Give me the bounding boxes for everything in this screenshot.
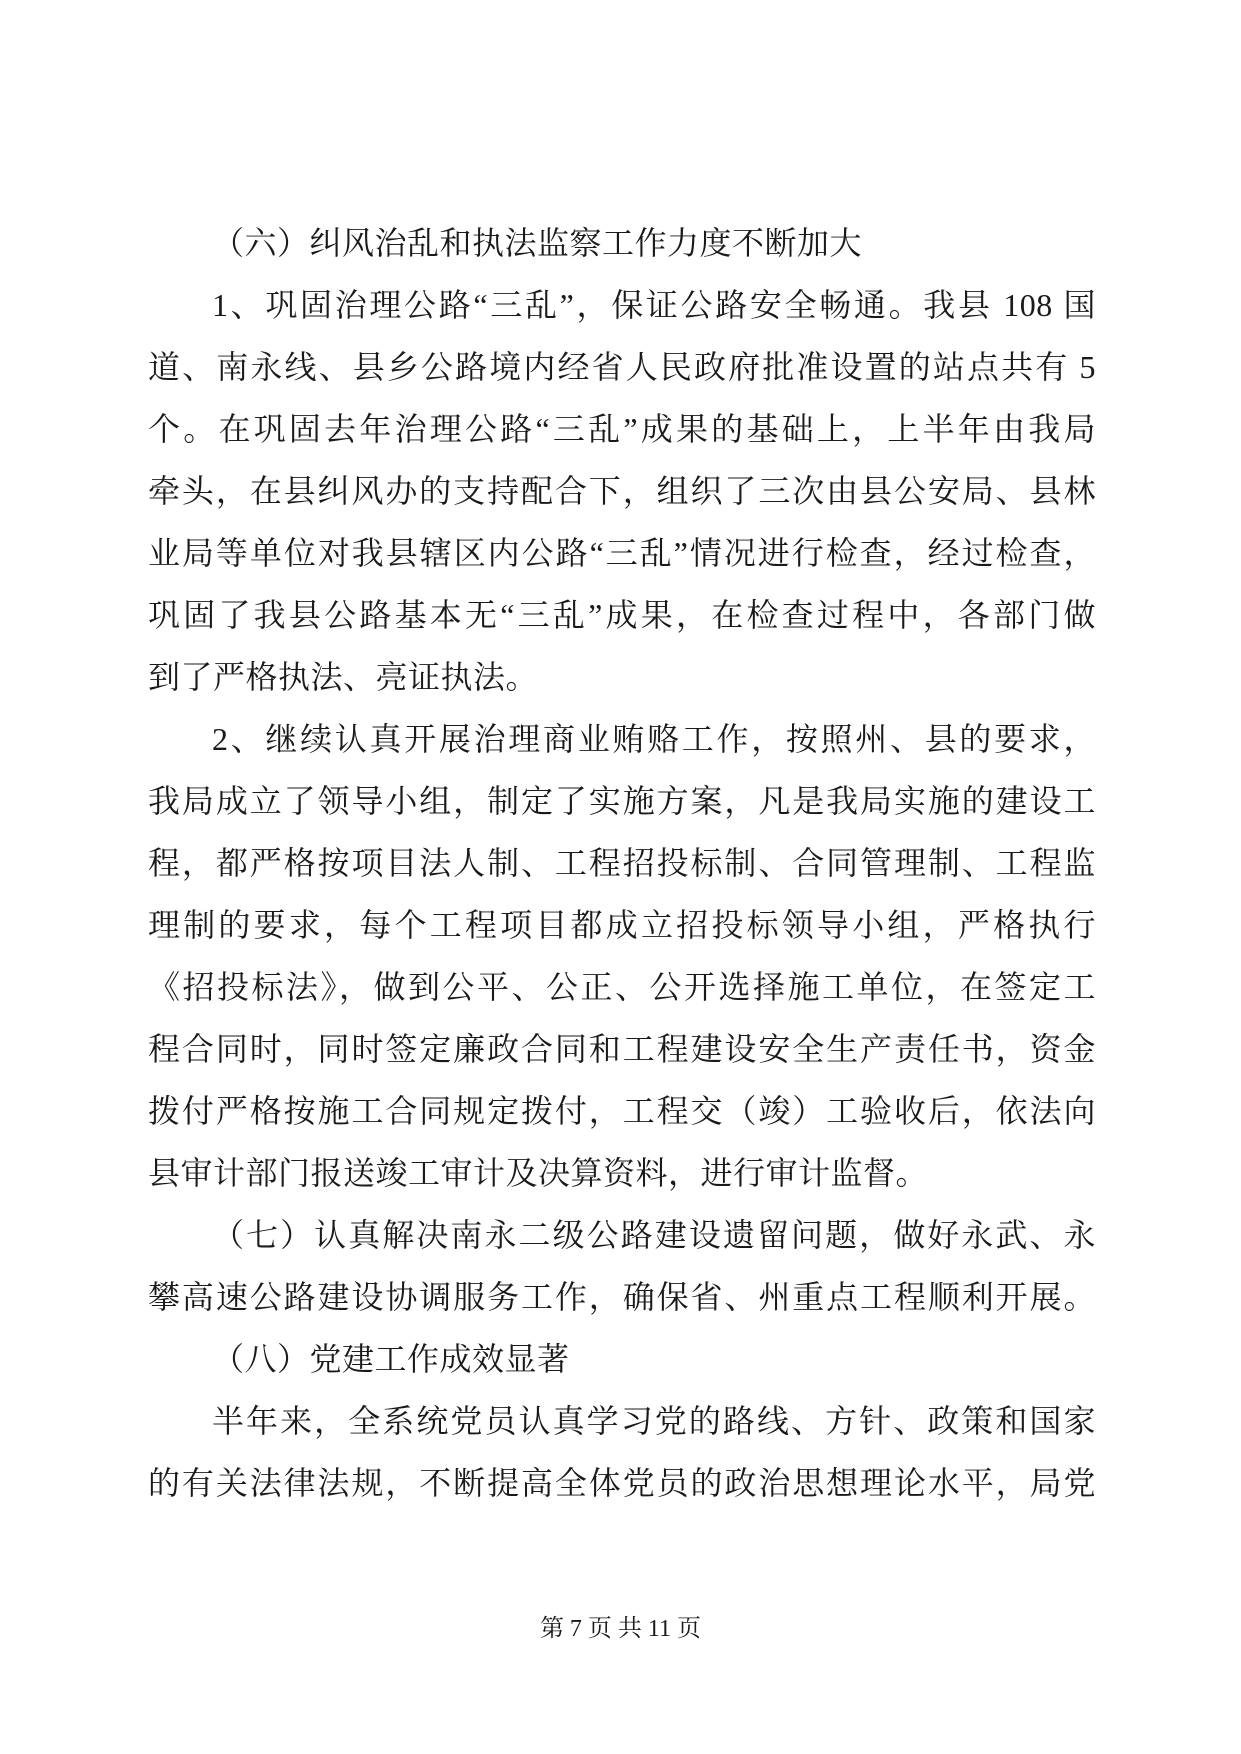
- text-line: 的有关法律法规，不断提高全体党员的政治思想理论水平，局党: [148, 1465, 1096, 1501]
- text-line: 个。在巩固去年治理公路“三乱”成果的基础上，上半年由我局: [148, 411, 1096, 447]
- text-line: 我局成立了领导小组，制定了实施方案，凡是我局实施的建设工: [148, 783, 1096, 819]
- page-footer: 第 7 页 共 11 页: [539, 1616, 702, 1642]
- text-line: 拨付严格按施工合同规定拨付，工程交（竣）工验收后，依法向: [148, 1093, 1096, 1129]
- text-line: （六）纠风治乱和执法监察工作力度不断加大: [212, 225, 863, 261]
- text-line: 半年来，全系统党员认真学习党的路线、方针、政策和国家: [212, 1403, 1096, 1439]
- text-line: 到了严格执法、亮证执法。: [148, 659, 539, 695]
- text-line: 县审计部门报送竣工审计及决算资料，进行审计监督。: [148, 1155, 929, 1191]
- text-line: 牵头，在县纠风办的支持配合下，组织了三次由县公安局、县林: [148, 473, 1096, 509]
- text-line: 理制的要求，每个工程项目都成立招投标领导小组，严格执行: [148, 907, 1096, 943]
- text-line: （八）党建工作成效显著: [212, 1341, 570, 1377]
- text-line: 业局等单位对我县辖区内公路“三乱”情况进行检查，经过检查，: [148, 535, 1096, 571]
- text-line: 1、巩固治理公路“三乱”，保证公路安全畅通。我县 108 国: [212, 287, 1096, 323]
- text-line: 道、南永线、县乡公路境内经省人民政府批准设置的站点共有 5: [148, 349, 1096, 385]
- text-line: （七）认真解决南永二级公路建设遗留问题，做好永武、永: [212, 1217, 1096, 1253]
- text-line: 巩固了我县公路基本无“三乱”成果，在检查过程中，各部门做: [148, 597, 1096, 633]
- text-line: 程合同时，同时签定廉政合同和工程建设安全生产责任书，资金: [148, 1031, 1096, 1067]
- document-body: [148, 212, 1096, 1514]
- text-line: 《招投标法》，做到公平、公正、公开选择施工单位，在签定工: [148, 969, 1096, 1005]
- text-line: 2、继续认真开展治理商业贿赂工作，按照州、县的要求，: [212, 721, 1096, 757]
- text-line: 程，都严格按项目法人制、工程招投标制、合同管理制、工程监: [148, 845, 1096, 881]
- text-line: 攀高速公路建设协调服务工作，确保省、州重点工程顺利开展。: [148, 1279, 1096, 1315]
